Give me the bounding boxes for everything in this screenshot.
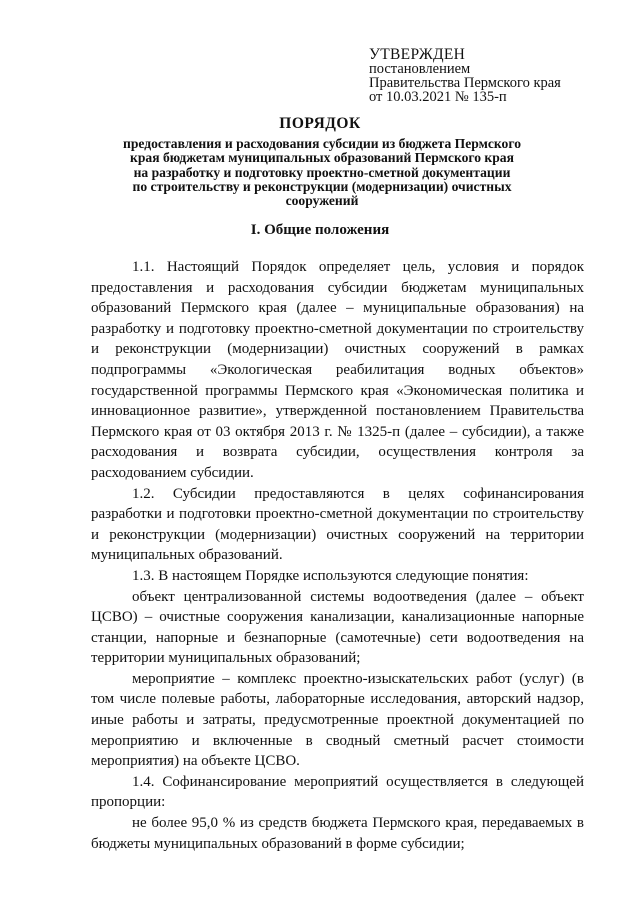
approval-title: УТВЕРЖДЕН [369, 46, 466, 63]
document-body [91, 257, 584, 854]
paragraph: 1.2. Субсидии предоставляются в целях софинансирования разработки и подготовки проектно-сметной документации по строительству и реконструкции (модернизации) очистных сооружений на территории муниципальных образований. [91, 485, 584, 564]
subtitle-line: сооружений [285, 193, 359, 209]
approval-line: Правительства Пермского края [369, 75, 561, 91]
section-heading: I. Общие положения [250, 222, 390, 238]
subtitle-line: края бюджетам муниципальных образований Пермского края [130, 150, 514, 166]
paragraph: 1.1. Настоящий Порядок определяет цель, условия и порядок предоставления и расходования субсидии бюджетам муниципальных образований Пермского края (далее – муниципальные образования) на разработку и подготовку проектно-сметной документации по строительству и реконструкции (модернизации) очистных сооружений в рамках подпрограммы «Экологическая реабилитация водных объектов» государственной программы Пермского края «Экономическая политика и инновационное развитие», утвержденной постановлением Правительства Пермского края от 03 октября 2013 г. № 1325-п (далее – субсидии), а также расходования и возврата субсидии, осуществления контроля за расходованием субсидии. [91, 259, 584, 481]
approval-stamp [369, 48, 561, 104]
approval-line: постановлением [369, 61, 471, 77]
paragraph: 1.3. В настоящем Порядке используются следующие понятия: [132, 567, 529, 584]
paragraph: объект централизованной системы водоотведения (далее – объект ЦСВО) – очистные сооружения канализации, канализационные напорные станции, напорные и безнапорные (самотечные) сети водоотведения на территории муниципальных образований; [91, 588, 584, 667]
paragraph: не более 95,0 % из средств бюджета Пермского края, передаваемых в бюджеты муниципальных образований в форме субсидии; [91, 815, 584, 852]
subtitle-line: по строительству и реконструкции (модернизации) очистных [132, 178, 512, 194]
paragraph: мероприятие – комплекс проектно-изыскательских работ (услуг) (в том числе полевые работы, лабораторные исследования, авторский надзор, иные работы и затраты, предусмотренные проектной документацией по мероприятию и включенные в сводный сметный расчет стоимости мероприятия) на объекте ЦСВО. [91, 670, 584, 770]
document-subtitle [110, 137, 534, 208]
subtitle-line: на разработку и подготовку проектно-сметной документации [133, 164, 511, 180]
document-title: ПОРЯДОК [279, 115, 361, 132]
subtitle-line: предоставления и расходования субсидии из бюджета Пермского [123, 136, 521, 151]
approval-line: от 10.03.2021 № 135-п [369, 89, 507, 105]
paragraph: 1.4. Софинансирование мероприятий осуществляется в следующей пропорции: [91, 773, 584, 811]
